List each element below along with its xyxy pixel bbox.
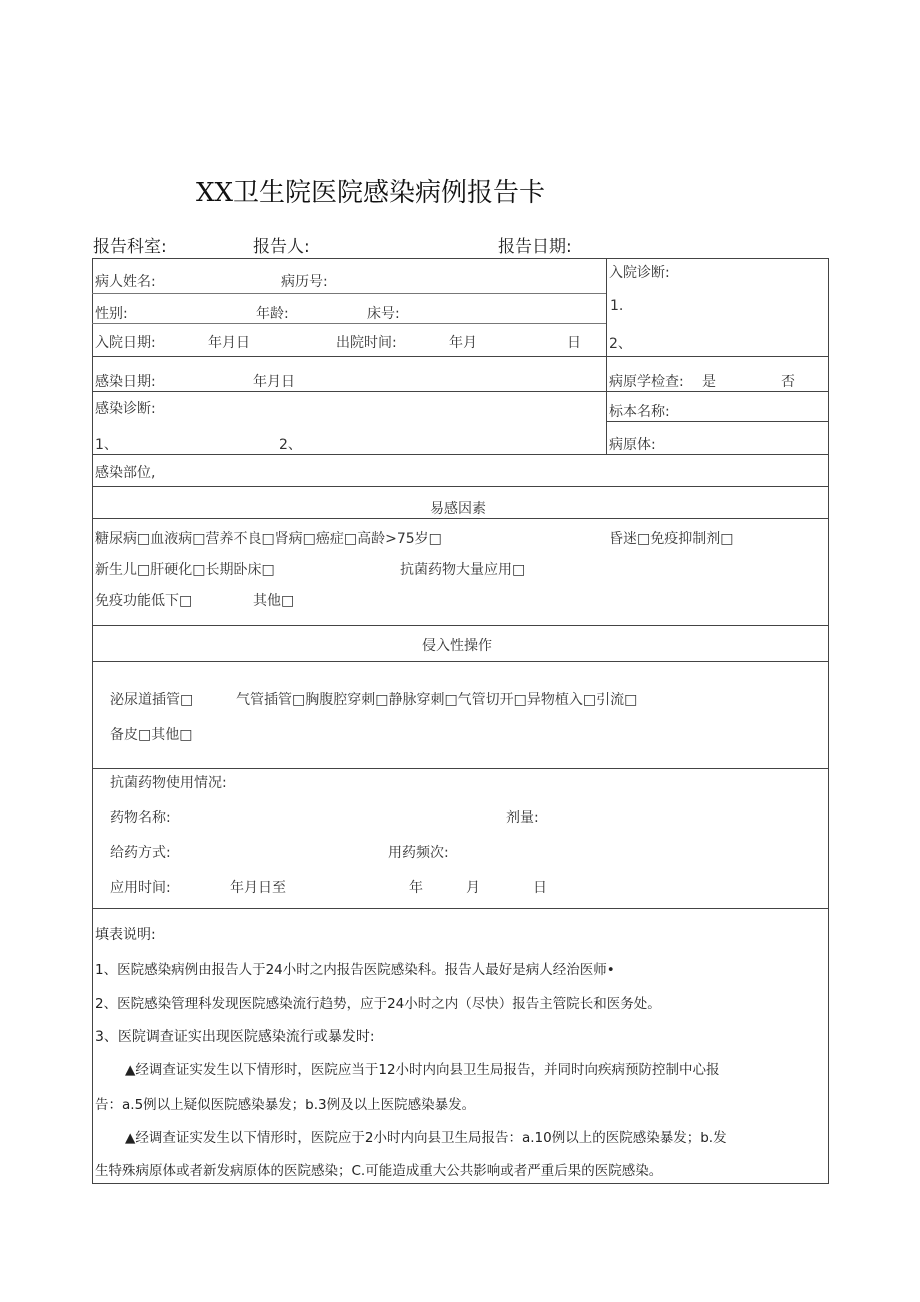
susceptibility-row-2-right: 抗菌药物大量应用□ (400, 562, 526, 578)
admit-date-value: 年月日 (208, 335, 250, 351)
pathogen-check-no: 否 (781, 374, 795, 390)
note-4-line-1: ▲经调查证实发生以下情形时，医院应当于12小时内向县卫生局报告，并同时向疾病预防控制中心报 (125, 1062, 720, 1078)
admission-diagnosis-label: 入院诊断: (609, 265, 670, 281)
row-line (92, 323, 606, 324)
route-label: 给药方式: (110, 845, 171, 861)
discharge-label: 出院时间: (336, 335, 397, 351)
bed-label: 床号: (367, 306, 400, 322)
row-line (92, 518, 829, 519)
note-4-line-2: 告：a.5例以上疑似医院感染暴发；b.3例及以上医院感染暴发。 (95, 1097, 476, 1113)
row-line (92, 293, 606, 294)
drug-name-label: 药物名称: (110, 810, 171, 826)
admission-diagnosis-1: 1. (610, 298, 624, 314)
infection-site-label: 感染部位, (95, 465, 156, 481)
pathogen-check-yes: 是 (702, 374, 716, 390)
row-line (92, 454, 829, 455)
usage-time-from: 年月日至 (230, 880, 286, 896)
row-line (606, 391, 829, 392)
invasive-row-2: 备皮□其他□ (110, 727, 193, 743)
admission-diagnosis-2: 2、 (609, 336, 632, 352)
infection-date-value: 年月日 (253, 374, 295, 390)
usage-time-day: 日 (533, 880, 547, 896)
frequency-label: 用药频次: (388, 845, 449, 861)
note-1: 1、医院感染病例由报告人于24小时之内报告医院感染科。报告人最好是病人经治医师• (95, 962, 615, 978)
discharge-day: 日 (567, 335, 581, 351)
infection-diagnosis-label: 感染诊断: (95, 401, 156, 417)
reporter-label: 报告人: (253, 237, 310, 257)
row-line (92, 391, 606, 392)
record-no-label: 病历号: (281, 274, 328, 290)
row-line (92, 486, 829, 487)
note-3: 3、医院调查证实出现医院感染流行或暴发时: (95, 1029, 375, 1045)
row-line (92, 768, 829, 769)
antibiotic-label: 抗菌药物使用情况: (110, 775, 227, 791)
note-5-line-1: ▲经调查证实发生以下情形时，医院应于2小时内向县卫生局报告：a.10例以上的医院感染暴发；b.发 (125, 1130, 727, 1146)
usage-time-month: 月 (466, 880, 480, 896)
age-label: 年龄: (256, 306, 289, 322)
invasive-row-1-right: 气管插管□胸腹腔穿刺□静脉穿刺□气管切开□异物植入□引流□ (236, 692, 638, 708)
note-5-line-2: 生特殊病原体或者新发病原体的医院感染；C.可能造成重大公共影响或者严重后果的医院感染。 (95, 1163, 663, 1179)
pathogen-check-label: 病原学检查: (609, 374, 684, 390)
usage-time-year: 年 (409, 880, 423, 896)
infection-date-label: 感染日期: (95, 374, 156, 390)
page-title: XX卫生院医院感染病例报告卡 (196, 178, 546, 208)
susceptibility-row-1: 糖尿病□血液病□营养不良□肾病□癌症□高龄>75岁□ (95, 531, 442, 547)
susceptibility-row-1-right: 昏迷□免疫抑制剂□ (609, 531, 734, 547)
pathogen-label: 病原体: (609, 437, 656, 453)
sex-label: 性别: (95, 306, 128, 322)
susceptibility-row-3: 免疫功能低下□ (95, 593, 193, 609)
row-line (92, 356, 829, 357)
susceptibility-row-3-right: 其他□ (253, 593, 295, 609)
note-2: 2、医院感染管理科发现医院感染流行趋势，应于24小时之内（尽快）报告主管院长和医务处。 (95, 996, 661, 1012)
report-dept-label: 报告科室: (93, 237, 167, 257)
row-line (92, 908, 829, 909)
specimen-name-label: 标本名称: (609, 404, 670, 420)
discharge-year-month: 年月 (449, 335, 477, 351)
usage-time-label: 应用时间: (110, 880, 171, 896)
admit-date-label: 入院日期: (95, 335, 156, 351)
table-border-bottom (92, 1183, 829, 1184)
patient-name-label: 病人姓名: (95, 274, 156, 290)
table-border-left (92, 258, 93, 1184)
invasive-header: 侵入性操作 (422, 638, 492, 654)
table-border-top (92, 258, 829, 259)
dose-label: 剂量: (506, 810, 539, 826)
row-line (606, 421, 829, 422)
row-line (92, 625, 829, 626)
notes-label: 填表说明: (95, 927, 156, 943)
row-line (92, 661, 829, 662)
infection-diagnosis-1: 1、 (95, 437, 118, 453)
table-border-right (828, 258, 829, 1184)
report-date-label: 报告日期: (498, 237, 572, 257)
invasive-row-1: 泌尿道插管□ (110, 692, 194, 708)
susceptibility-header: 易感因素 (430, 501, 486, 517)
infection-diagnosis-2: 2、 (279, 437, 302, 453)
susceptibility-row-2: 新生儿□肝硬化□长期卧床□ (95, 562, 275, 578)
